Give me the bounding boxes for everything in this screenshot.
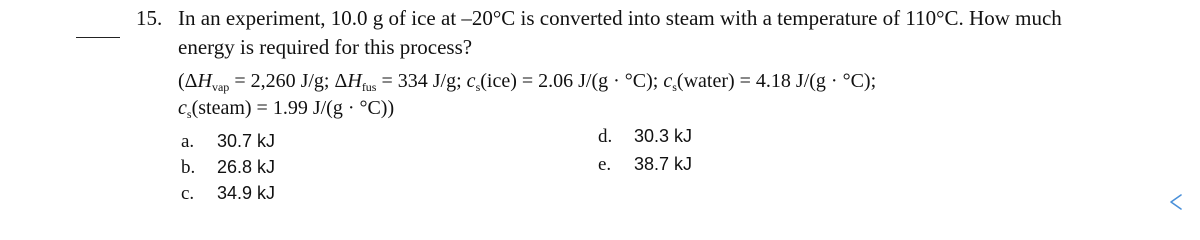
c-water-subscript: s xyxy=(672,80,677,94)
option-c[interactable] xyxy=(181,183,275,205)
option-a[interactable] xyxy=(181,131,275,153)
given-constants-line-1 xyxy=(178,70,876,95)
c-ice-subscript: s xyxy=(475,80,481,94)
option-d[interactable] xyxy=(598,126,692,148)
c-steam-symbol: c xyxy=(178,97,187,119)
option-value: 26.8 kJ xyxy=(217,157,276,177)
option-value: 30.7 kJ xyxy=(217,131,276,151)
option-letter: b. xyxy=(181,157,196,178)
question-text-line-2: energy is required for this process? xyxy=(178,35,473,59)
given-constants-line-2 xyxy=(178,97,394,122)
option-letter: a. xyxy=(181,131,195,152)
c-water-symbol: c xyxy=(663,70,673,92)
constants-open: (Δ xyxy=(178,70,198,92)
option-letter: c. xyxy=(181,183,195,204)
option-e[interactable] xyxy=(598,154,692,176)
option-value: 34.9 kJ xyxy=(217,183,276,203)
option-letter: e. xyxy=(598,154,612,175)
c-steam-subscript: s xyxy=(186,107,192,121)
fus-subscript: fus xyxy=(361,80,377,94)
c-ice-symbol: c xyxy=(466,70,476,92)
c-water-value: (water) = 4.18 J/(g · °C); xyxy=(676,70,877,92)
c-steam-value: (steam) = 1.99 J/(g · °C)) xyxy=(191,97,395,119)
enthalpy-vap-value: = 2,260 J/g; Δ xyxy=(229,70,348,92)
question-number: 15. xyxy=(136,6,163,30)
enthalpy-fus-value: = 334 J/g; xyxy=(376,70,467,92)
option-b[interactable] xyxy=(181,157,275,179)
vap-subscript: vap xyxy=(211,80,230,94)
enthalpy-vap-symbol: H xyxy=(197,70,212,92)
chevron-left-icon[interactable] xyxy=(1166,192,1186,212)
option-value: 30.3 kJ xyxy=(634,126,693,146)
enthalpy-fus-symbol: H xyxy=(347,70,362,92)
option-letter: d. xyxy=(598,126,613,147)
option-value: 38.7 kJ xyxy=(634,154,693,174)
answer-blank-line[interactable] xyxy=(76,37,120,38)
question-text-line-1: In an experiment, 10.0 g of ice at –20°C is converted into steam with a temperature of 110°C. How much xyxy=(178,6,1062,30)
c-ice-value: (ice) = 2.06 J/(g · °C); xyxy=(480,70,664,92)
